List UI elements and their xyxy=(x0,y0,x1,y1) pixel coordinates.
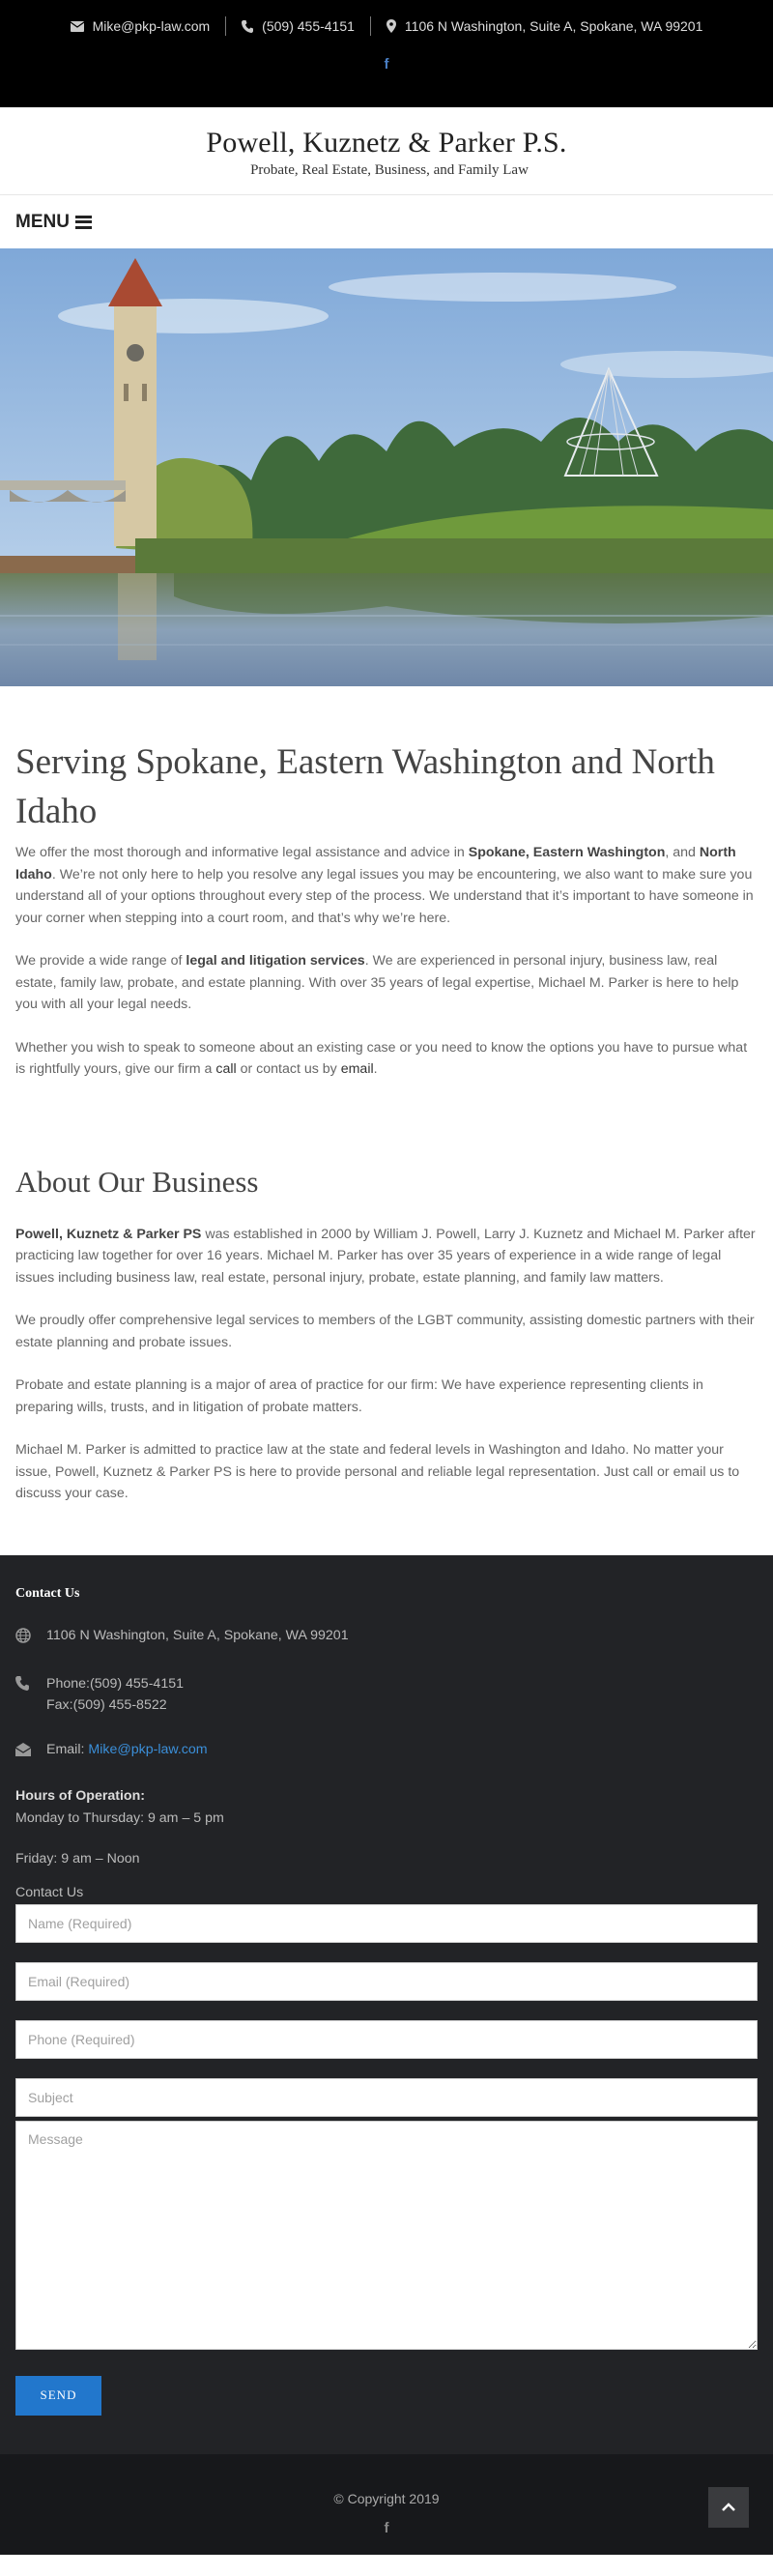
menu-bar xyxy=(0,195,773,248)
footer-address: 1106 N Washington, Suite A, Spokane, WA 99201 xyxy=(46,1627,349,1643)
footer-phone-row xyxy=(15,1673,758,1716)
serving-paragraph-2 xyxy=(15,950,758,1016)
footer-fax: Fax:(509) 455-8522 xyxy=(46,1696,167,1713)
text: We provide a wide range of xyxy=(15,953,186,969)
back-to-top-button[interactable] xyxy=(708,2487,749,2528)
text: We offer the most thorough and informative legal assistance and advice in xyxy=(15,845,469,860)
email-link[interactable]: email xyxy=(340,1061,374,1077)
site-title[interactable]: Powell, Kuznetz & Parker P.S. xyxy=(206,127,567,159)
text: or contact us by xyxy=(236,1061,341,1077)
envelope-open-icon xyxy=(15,1739,46,1763)
top-bar xyxy=(0,0,773,107)
hours-friday: Friday: 9 am – Noon xyxy=(15,1850,140,1867)
text: was established in 2000 by William J. Powell, Larry J. Kuznetz and Michael M. Parker after practicing law together for over 16 years. Michael M. Parker has over 35 years of experience in a wide range of legal issues including business law, real estate, personal injury, probate, estate planning, and family law matters. xyxy=(15,1226,756,1286)
serving-title: Serving Spokane, Eastern Washington and North Idaho xyxy=(15,742,715,831)
call-link[interactable]: call xyxy=(215,1061,237,1077)
phone-icon xyxy=(242,20,253,33)
hours-weekday: Monday to Thursday: 9 am – 5 pm xyxy=(15,1809,224,1826)
top-social xyxy=(0,56,773,72)
footer-phone[interactable]: Phone:(509) 455-4151 xyxy=(46,1675,184,1692)
main-content xyxy=(0,738,773,1505)
footer-email-label: Email: xyxy=(46,1741,85,1757)
email-input[interactable] xyxy=(15,1962,758,2001)
footer-heading: Contact Us xyxy=(15,1585,80,1601)
about-paragraph-1 xyxy=(15,1224,758,1289)
facebook-icon[interactable]: f xyxy=(384,56,389,72)
contact-form xyxy=(15,1904,758,2416)
text-bold: Spokane, Eastern Washington xyxy=(468,845,666,860)
text: . xyxy=(373,1061,378,1077)
hamburger-icon xyxy=(75,216,92,229)
menu-label: MENU xyxy=(15,211,70,232)
text-bold: North Idaho xyxy=(15,845,736,883)
phone-input[interactable] xyxy=(15,2020,758,2059)
top-phone-link[interactable] xyxy=(226,18,370,34)
about-title: About Our Business xyxy=(15,1164,259,1199)
copyright: © Copyright 2019 xyxy=(333,2490,440,2506)
send-button[interactable]: SEND xyxy=(15,2376,101,2416)
top-phone-text: (509) 455-4151 xyxy=(262,18,355,34)
contact-form-title: Contact Us xyxy=(15,1884,84,1900)
text: . We’re not only here to help you resolve any legal issues you may be encountering, we also want to make sure you understand all of your options throughout every step of the process. We understand that it’s important to have someone in your corner when stepping into a court room, and that’s why we’re here. xyxy=(15,866,754,926)
globe-icon xyxy=(15,1625,46,1650)
site-tagline: Probate, Real Estate, Business, and Family Law xyxy=(250,162,529,178)
text: Whether you wish to speak to someone about an existing case or you need to know the options you have to pursue what is rightfully yours, give our firm a xyxy=(15,1039,748,1077)
menu-button[interactable] xyxy=(15,212,92,233)
message-textarea[interactable] xyxy=(15,2121,758,2350)
top-email-link[interactable] xyxy=(55,18,226,34)
map-marker-icon xyxy=(386,19,396,33)
chevron-up-icon xyxy=(722,2503,735,2512)
bottom-bar xyxy=(0,2454,773,2555)
name-input[interactable] xyxy=(15,1904,758,1943)
phone-icon xyxy=(15,1673,46,1716)
footer-phone-block xyxy=(46,1673,184,1716)
footer-email-link[interactable]: Mike@pkp-law.com xyxy=(88,1741,208,1757)
subject-input[interactable] xyxy=(15,2078,758,2117)
top-address xyxy=(371,18,718,34)
footer-address-row xyxy=(15,1625,758,1650)
text-bold: Powell, Kuznetz & Parker PS xyxy=(15,1226,202,1242)
site-header xyxy=(0,107,773,195)
about-paragraph-2: We proudly offer comprehensive legal services to members of the LGBT community, assisting domestic partners with their estate planning and probate issues. xyxy=(15,1313,755,1350)
text: , and xyxy=(665,845,700,860)
footer xyxy=(0,1555,773,2454)
top-address-text: 1106 N Washington, Suite A, Spokane, WA 99201 xyxy=(404,18,703,34)
top-contact-row xyxy=(0,0,773,37)
footer-email-row xyxy=(15,1739,758,1763)
envelope-icon xyxy=(71,21,84,32)
serving-paragraph-3 xyxy=(15,1037,758,1081)
facebook-icon[interactable]: f xyxy=(384,2519,389,2536)
about-paragraph-3: Probate and estate planning is a major of area of practice for our firm: We have experience representing clients in preparing wills, trusts, and in litigation of probate matters. xyxy=(15,1377,703,1415)
hero-image xyxy=(0,248,773,686)
top-email-text: Mike@pkp-law.com xyxy=(92,18,211,34)
text: . We are experienced in personal injury, business law, real estate, family law, probate, and estate planning. With over 35 years of legal expertise, Michael M. Parker is here to help you with all your legal needs. xyxy=(15,953,739,1012)
text-bold: legal and litigation services xyxy=(186,953,365,969)
hero-landscape-illustration xyxy=(0,248,773,686)
serving-paragraph-1 xyxy=(15,842,758,929)
about-paragraph-4: Michael M. Parker is admitted to practice law at the state and federal levels in Washington and Idaho. No matter your issue, Powell, Kuznetz & Parker PS is here to provide personal and reliable legal representation. Just call or email us to discuss your case. xyxy=(15,1442,740,1501)
hours-title: Hours of Operation: xyxy=(15,1787,145,1804)
